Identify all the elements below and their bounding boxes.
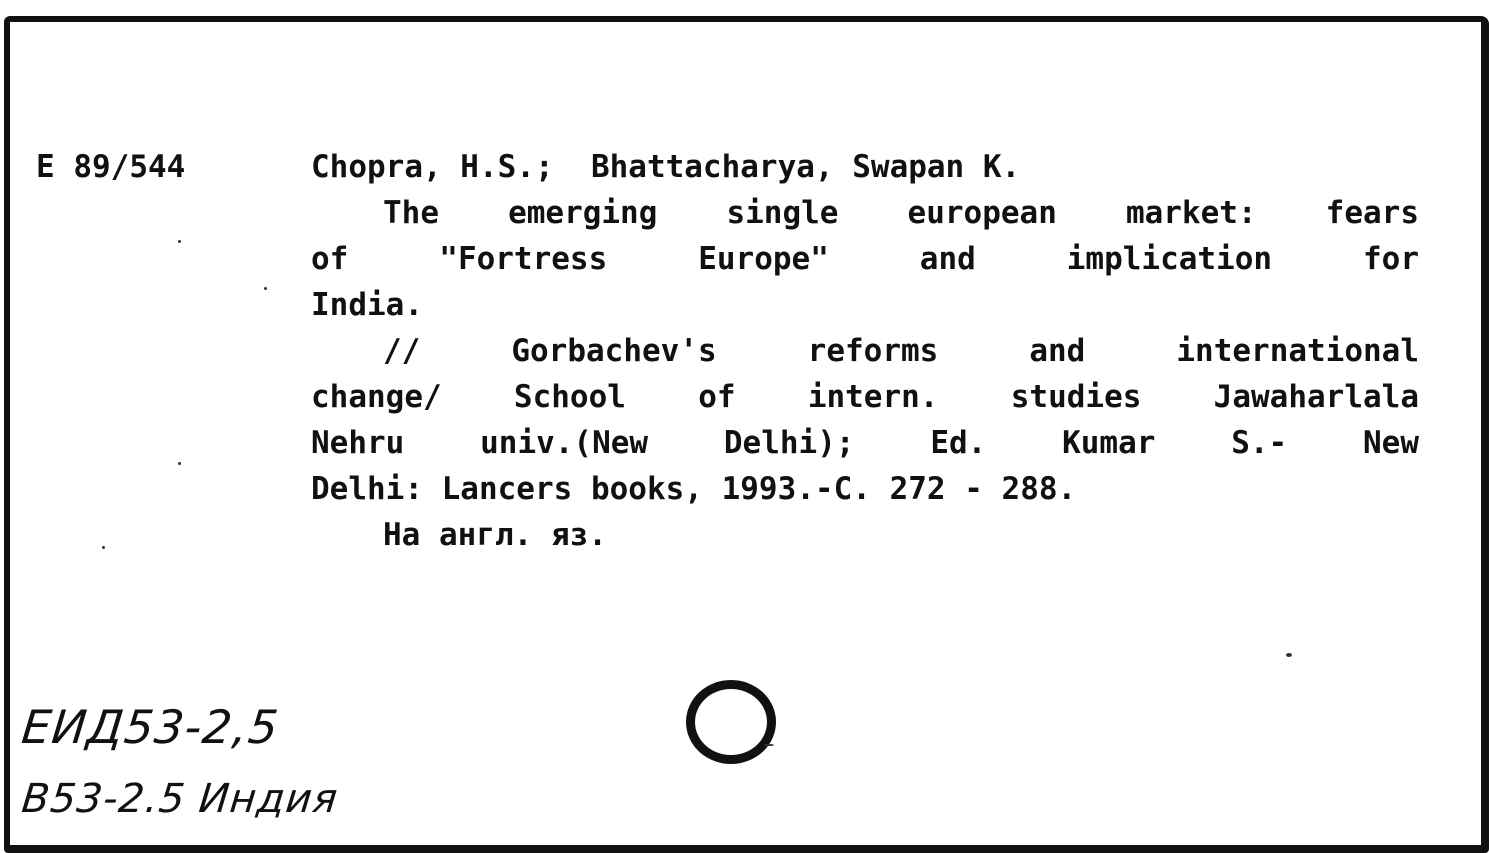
entry-line-language: На англ. яз. xyxy=(383,517,607,553)
speck xyxy=(764,744,774,746)
handwritten-classification-2: В53-2.5 Индия xyxy=(19,776,341,822)
entry-line-title-3: India. xyxy=(311,287,423,323)
entry-line-authors: Chopra, H.S.; Bhattacharya, Swapan K. xyxy=(311,149,1021,185)
speck xyxy=(178,240,181,243)
entry-line-title-2: of "Fortress Europe" and implication for xyxy=(311,241,1419,277)
speck xyxy=(102,546,105,549)
entry-line-source-3: Nehru univ.(New Delhi); Ed. Kumar S.- New xyxy=(311,425,1419,461)
speck xyxy=(1286,653,1292,657)
entry-line-source-2: change/ School of intern. studies Jawaharlala xyxy=(311,379,1419,415)
entry-line-title-1: The emerging single european market: fears xyxy=(383,195,1419,231)
speck xyxy=(264,287,267,290)
entry-line-imprint: Delhi: Lancers books, 1993.-C. 272 - 288. xyxy=(311,471,1077,507)
bibliographic-entry xyxy=(311,144,1419,558)
speck xyxy=(178,462,181,465)
call-number: E 89/544 xyxy=(36,149,186,185)
punch-hole xyxy=(686,680,776,764)
entry-line-source-1: // Gorbachev's reforms and international xyxy=(383,333,1419,369)
handwritten-classification-1: ЕИД53-2,5 xyxy=(19,700,282,754)
